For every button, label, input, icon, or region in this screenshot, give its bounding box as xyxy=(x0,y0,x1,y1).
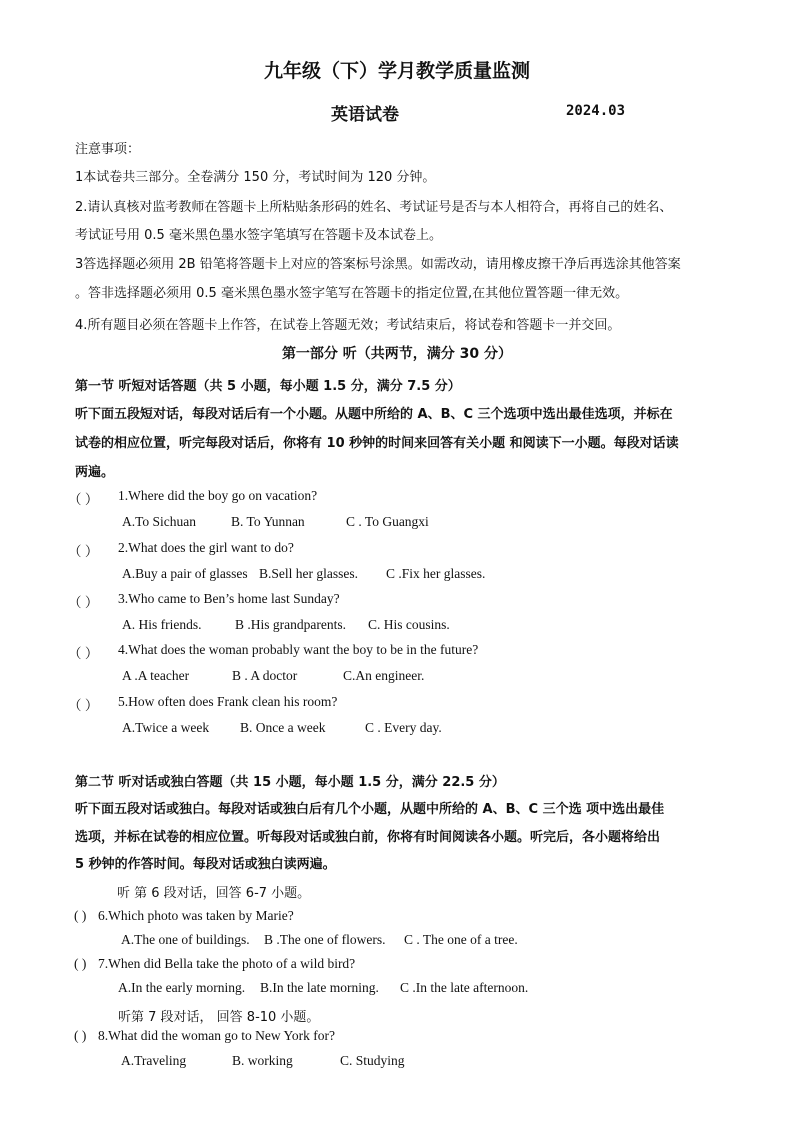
question-text: 4.What does the woman probably want the boy to be in the future? xyxy=(118,642,479,657)
answer-blank[interactable]: （ ） xyxy=(68,544,99,559)
group-intro: 听第 7 段对话， 回答 8-10 小题。 xyxy=(118,1010,320,1025)
question-text: 5.How often does Frank clean his room? xyxy=(118,694,338,709)
exam-subject: 英语试卷 xyxy=(331,105,399,125)
section1-title: 第一节 听短对话答题（共 5 小题，每小题 1.5 分，满分 7.5 分） xyxy=(75,379,461,394)
group-intro: 听 第 6 段对话，回答 6-7 小题。 xyxy=(117,886,311,901)
question-text: 7.When did Bella take the photo of a wild bird? xyxy=(98,956,356,971)
option-a: A. His friends. xyxy=(122,617,202,632)
answer-blank[interactable]: （ ） xyxy=(68,492,99,507)
section1-instruction: 听下面五段短对话，每段对话后有一个小题。从题中所给的 A、B、C 三个选项中选出最佳选项，并标在 xyxy=(75,407,673,422)
option-b: B . A doctor xyxy=(232,668,298,683)
option-b: B. To Yunnan xyxy=(231,514,305,529)
section2-instruction: 5 秒钟的作答时间。每段对话或独白读两遍。 xyxy=(75,857,336,872)
option-c: C .Fix her glasses. xyxy=(386,566,486,581)
question-text: 2.What does the girl want to do? xyxy=(118,540,294,555)
section1-instruction: 试卷的相应位置，听完每段对话后，你将有 10 秒钟的时间来回答有关小题 和阅读下一小题。每段对话读 xyxy=(75,436,679,451)
question-text: 6.Which photo was taken by Marie? xyxy=(98,908,294,923)
answer-blank[interactable]: ( ) xyxy=(74,956,87,971)
answer-blank[interactable]: （ ） xyxy=(68,646,99,661)
option-a: A .A teacher xyxy=(122,668,190,683)
question-text: 8.What did the woman go to New York for? xyxy=(98,1028,335,1043)
option-c: C . Every day. xyxy=(365,720,442,735)
notice-line: 4.所有题目必须在答题卡上作答，在试卷上答题无效；考试结束后，将试卷和答题卡一并交回。 xyxy=(75,318,621,333)
answer-blank[interactable]: ( ) xyxy=(74,1028,87,1043)
answer-blank[interactable]: ( ) xyxy=(74,908,87,923)
question-text: 1.Where did the boy go on vacation? xyxy=(118,488,318,503)
notice-line: 2.请认真核对监考教师在答题卡上所粘贴条形码的姓名、考试证号是否与本人相符合，再将自己的姓名、 xyxy=(75,200,673,215)
notice-line: 1本试卷共三部分。全卷满分 150 分，考试时间为 120 分钟。 xyxy=(75,170,436,185)
option-b: B .The one of flowers. xyxy=(264,932,386,947)
option-c: C.An engineer. xyxy=(343,668,425,683)
part1-title: 第一部分 听（共两节，满分 30 分） xyxy=(281,346,513,362)
option-a: A.Buy a pair of glasses xyxy=(122,566,248,581)
exam-date: 2024.03 xyxy=(566,103,626,119)
option-b: B. Once a week xyxy=(240,720,326,735)
option-c: C . To Guangxi xyxy=(346,514,429,529)
notice-heading: 注意事项： xyxy=(75,142,141,157)
option-b: B.In the late morning. xyxy=(260,980,379,995)
answer-blank[interactable]: （ ） xyxy=(68,698,99,713)
section2-title: 第二节 听对话或独白答题（共 15 小题，每小题 1.5 分，满分 22.5 分） xyxy=(75,775,505,790)
option-b: B .His grandparents. xyxy=(235,617,346,632)
option-c: C. His cousins. xyxy=(368,617,450,632)
section2-instruction: 选项，并标在试卷的相应位置。听每段对话或独白前，你将有时间阅读各小题。听完后，各小题将给出 xyxy=(75,830,661,845)
question-text: 3.Who came to Ben’s home last Sunday? xyxy=(118,591,340,606)
notice-line: 。答非选择题必须用 0.5 毫米黑色墨水签字笔写在答题卡的指定位置,在其他位置答题一律无效。 xyxy=(75,286,629,301)
option-c: C. Studying xyxy=(340,1053,405,1068)
answer-blank[interactable]: （ ） xyxy=(68,595,99,610)
option-a: A.The one of buildings. xyxy=(121,932,250,947)
option-a: A.In the early morning. xyxy=(118,980,246,995)
option-b: B. working xyxy=(232,1053,293,1068)
section1-instruction: 两遍。 xyxy=(75,465,115,480)
option-c: C . The one of a tree. xyxy=(404,932,518,947)
section2-instruction: 听下面五段对话或独白。每段对话或独白后有几个小题，从题中所给的 A、B、C 三个选 项中选出最佳 xyxy=(75,802,665,817)
notice-line: 考试证号用 0.5 毫米黑色墨水签字笔填写在答题卡及本试卷上。 xyxy=(75,228,442,243)
option-a: A.Traveling xyxy=(121,1053,187,1068)
option-a: A.Twice a week xyxy=(122,720,210,735)
option-b: B.Sell her glasses. xyxy=(259,566,358,581)
option-a: A.To Sichuan xyxy=(122,514,197,529)
notice-line: 3答选择题必须用 2B 铅笔将答题卡上对应的答案标号涂黑。如需改动，请用橡皮擦干净后再选涂其他答案 xyxy=(75,257,681,272)
exam-title: 九年级（下）学月教学质量监测 xyxy=(263,60,530,82)
option-c: C .In the late afternoon. xyxy=(400,980,529,995)
